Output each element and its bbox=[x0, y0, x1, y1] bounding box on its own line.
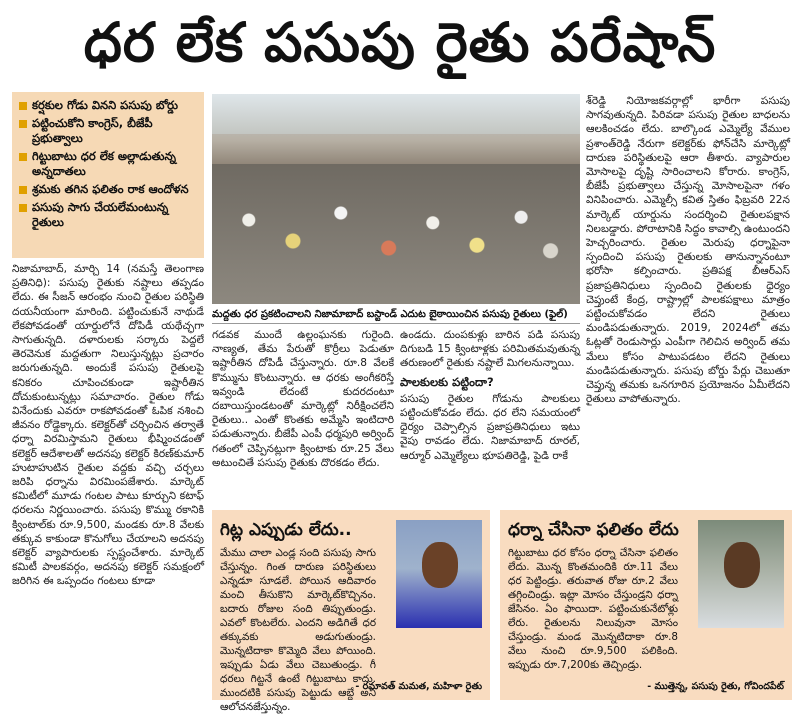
quote-text: మేము చాలా ఎండ్ల సంది పసుపు సాగు చేస్తున్నం. గింత దారుణ పరిస్థితులు ఎన్నడూ సూడలే. పోయిన ఆదివారం మంచి తీసుకొని మార్కెట్‌కొచ్చినం. బదారు రోజుల సంది తిప్పుతుండ్రు. ఎవలో కొంటలేరు. ఎందని అడిగితే ధర తక్కువకు అడుగుతుండ్రు. మొన్నటిదాకా కొమ్మెది వేలు పోయింది. ఇప్పుడు ఏడు వేలు చెబుతుండ్రు. గీ ధరలు గిట్టనే ఉంటే గిట్టుబాటు కాదు. ముందటికి పసుపు పెట్టుడు ఆబ్దే అని ఆలోచనజేస్తున్నం. bbox=[220, 547, 376, 713]
photo-sky bbox=[212, 94, 580, 134]
portrait-face bbox=[724, 542, 760, 588]
article-column-1 bbox=[12, 262, 204, 702]
article-column-3 bbox=[400, 328, 580, 506]
photo-caption: మద్దతు ధర ప్రకటించాలని నిజామాబాద్ బస్టాండ్ ఎదుట బైఠాయించిన పసుపు రైతులు (ఫైల్) bbox=[212, 306, 580, 324]
portrait-face bbox=[422, 542, 458, 588]
quote-text: గిట్టుబాటు ధర కోసం ధర్నా చేసినా ఫలితం లేదు. మొన్న కొంతమందికి రూ.11 వేలు ధర పెట్టిండ్రు. తరువాత రోజు రూ.2 వేలు తగ్గించిండ్రు. ఇట్లా మోసం చేస్తుండ్రని ధర్నా జేసినం. ఏం ఫాయిదా. పట్టించుకునేటోళ్లు లేరు. రైతులను నిలువునా మోసం చేస్తుండ్రు. మండ మొన్నటిదాకా రూ.8 వేలు నుంచి రూ.9,500 పలికింది. ఇప్పుడు రూ.7,200కు తెచ్చిండ్రు. bbox=[508, 547, 678, 671]
article-column-4 bbox=[586, 94, 790, 504]
article-text: శ్‌రెడ్డి నియోజకవర్గాల్లో భారీగా పసుపు సాగవుతున్నది. పిరివడా పసుపు రైతుల బాధలను ఆలకించడం లేదు. బాల్కొండ ఎమ్మెల్యే వేముల ప్రశాంత్‌రెడ్డి నేరుగా కలెక్టర్‌కు ఫోన్‌చేసి మార్కెట్లో దారుణ పరిస్థితులపై ఆరా తీశారు. వ్యాపారుల మోసాలపై దృష్టి సారించాలని కోరారు. కాంగ్రెస్, బీజేపీ ప్రభుత్వాలు చేస్తున్న మోసాలపైనా గళం వినిపించారు. ఎమ్మెల్సీ కవిత స్తితం ఫిబ్రవరి 22న మార్కెట్ యార్డును సందర్శించి రైతులపక్షాన నిలబడ్డారు. పోరాటానికి సిద్ధం కావాల్సి ఉంటుందని హెచ్చరించారు. రైతుల మెరుపు ధర్నాపైనా స్పందించి పసుపు రైతులకు తానున్నానంటూ భరోసా కల్పించారు. ప్రతిపక్ష బీఆర్‌ఎస్ ప్రజాప్రతినిధులు స్పందించి రైతులకు ధైర్యం చెప్తుంటే కేంద్ర, రాష్ట్రాల్లో పాలకపక్షాలు మాత్రం పట్టించుకోవడం లేదని రైతులు మండిపడుతున్నారు. 2019, 2024లో తమ ఓట్లతో రెండుసార్లు ఎంపీగా గెలిచిన అర్వింద్ తమ మేలు కోసం పాటుపడటం లేదని రైతులు మండిపడుతున్నారు. పసుపు బోర్డు పేర్లు చెబుతూ చెప్తున్న తమకు ఒనగూరిన ప్రయోజనం ఏమీలేదని రైతులు వాపోతున్నారు. bbox=[586, 95, 790, 406]
headline: ధర లేక పసుపు రైతు పరేషాన్ bbox=[83, 11, 717, 74]
highlight-item: శ్రమకు తగిన ఫలితం రాక ఆందోళన bbox=[18, 182, 198, 197]
highlight-item: పసుపు సాగు చేయలేమంటున్న రైతులు bbox=[18, 200, 198, 230]
article-text: పసుపు రైతుల గోడును పాలకులు పట్టించుకోవడం లేదు. ధర లేని సమయంలో ధైర్యం చెప్పాల్సిన ప్రజాప్రతినిధులు ఇటు వైపు రావడం లేదు. నిజామాబాద్ రూరల్, ఆర్మూర్ ఎమ్మెల్యేలు భూపతిరెడ్డి, పైడి రాకే bbox=[400, 392, 580, 462]
quote-title: ధర్నా చేసినా ఫలితం లేదు bbox=[508, 520, 679, 540]
quote-credit: - ముత్తెన్న, పసుపు రైతు, గోవిందపేట్ bbox=[647, 681, 784, 692]
article-text: ఉండదు. దుంపకుళ్లు బారిన పడి పసుపు దిగుబడి 15 క్వింటాళ్లకు పరిమితమవుతున్న తరుణంలో రైతుకు నష్టాలే మిగలనున్నాయి. bbox=[400, 329, 580, 370]
highlight-item: కర్షకుల గోడు వినని పసుపు బోర్డు bbox=[18, 98, 198, 113]
quote-title: గిట్ల ఎప్పుడు లేదు.. bbox=[220, 520, 352, 540]
highlight-item: గిట్టుబాటు ధర లేక అల్లాడుతున్న అన్నదాతలు bbox=[18, 149, 198, 179]
article-text: గడవక ముందే ఉల్లంఘనకు గురైంది. నాణ్యత, తేమ పేరుతో కొర్రీలు పెడుతూ ఇష్టారీతిన దోపిడీ చేస్తున్నారు. రూ.8 వేలకే కొమ్మును కొంటున్నారు. ఆ ధరకు అంగీకరిస్తే ఇవ్వండి లేదంటే కుదరదంటూ దబాయిస్తుండటంతో మార్కెట్లో నిరీక్షించలేని రైతులు.. ఎంతో కొంతకు అమ్మేసి ఇంటిదారి పడుతున్నారు. బీజేపీ ఎంపీ ధర్మపురి అర్వింద్ గతంలో చెప్పినట్లుగా క్వింటాకు రూ.25 వేలు అటుంచితే పసుపు రైతుకు దొరకడం లేదు. bbox=[212, 329, 394, 469]
highlights-box bbox=[12, 92, 204, 258]
farmer-quote-box-2 bbox=[500, 510, 792, 700]
protest-photo bbox=[212, 94, 580, 304]
quote-credit: - రమావత్ మమత, మహిళా రైతు bbox=[355, 681, 482, 692]
farmer-portrait bbox=[698, 520, 784, 628]
subheading: పాలకులకు పట్టిందా? bbox=[400, 374, 494, 389]
farmer-portrait bbox=[396, 520, 482, 628]
article-column-2 bbox=[212, 328, 394, 506]
article-text: నిజామాబాద్, మార్చి 14 (నమస్తే తెలంగాణ ప్రతినిధి): పసుపు రైతుకు నష్టాలు తప్పడం లేదు. ఈ సీజన్ ఆరంభం నుంచి రైతుల పరిస్థితి దయనీయంగా మారింది. పట్టించుకునే నాథుడే లేకపోవడంతో యార్డులోనే దోపిడీ యథేచ్ఛగా సాగుతున్నది. దళారులకు సర్కారు పెద్దలే తెరవెనుక మద్దతుగా నిలుస్తున్నట్లు ప్రచారం జరుగుతున్నది. అందుకే పసుపు రైతులపై కనికరం చూపించకుండా ఇష్టారీతిన దోచుకుంటున్నట్లు సమాచారం. రైతుల గోడు వినేందుకు ఎవరూ రాకపోవడంతో ఓపిక నశించి జీవనం రోడ్డెక్కారు. కలెక్టర్‌తో చర్చించిన తర్వాతే ధర్నా విరమిస్తామని రైతులు భీష్మించడంతో కలెక్టర్ ఆదేశాలతో అదనపు కలెక్టర్ కిరణ్‌కుమార్ హుటాహుటిన రైతుల వద్దకు వచ్చి చర్చలు జరిపి ధర్నాను విరమింపజేశారు. మార్కెట్ కమిటీలో మూడు గంటల పాటు కూర్చుని కటాఫ్ ధరలను నిర్ణయించారు. పసుపు కొమ్ము రకానికి క్వింటాల్‌కు రూ.9,500, మండకు రూ.8 వేలకు తక్కువ కాకుండా కొనుగోలు చేయాలని అదనపు కలెక్టర్ వ్యాపారులకు స్పష్టంచేశారు. మార్కెట్ కమిటీ పాలకవర్గం, అదనపు కలెక్టర్ సమక్షంలో జరిగిన ఈ ఒప్పందం గంటలు కూడా bbox=[12, 263, 204, 588]
photo-crowd bbox=[212, 164, 580, 304]
farmer-quote-box-1 bbox=[212, 510, 490, 713]
highlight-item: పట్టించుకోని కాంగ్రెస్, బీజేపీ ప్రభుత్వాలు bbox=[18, 116, 198, 146]
